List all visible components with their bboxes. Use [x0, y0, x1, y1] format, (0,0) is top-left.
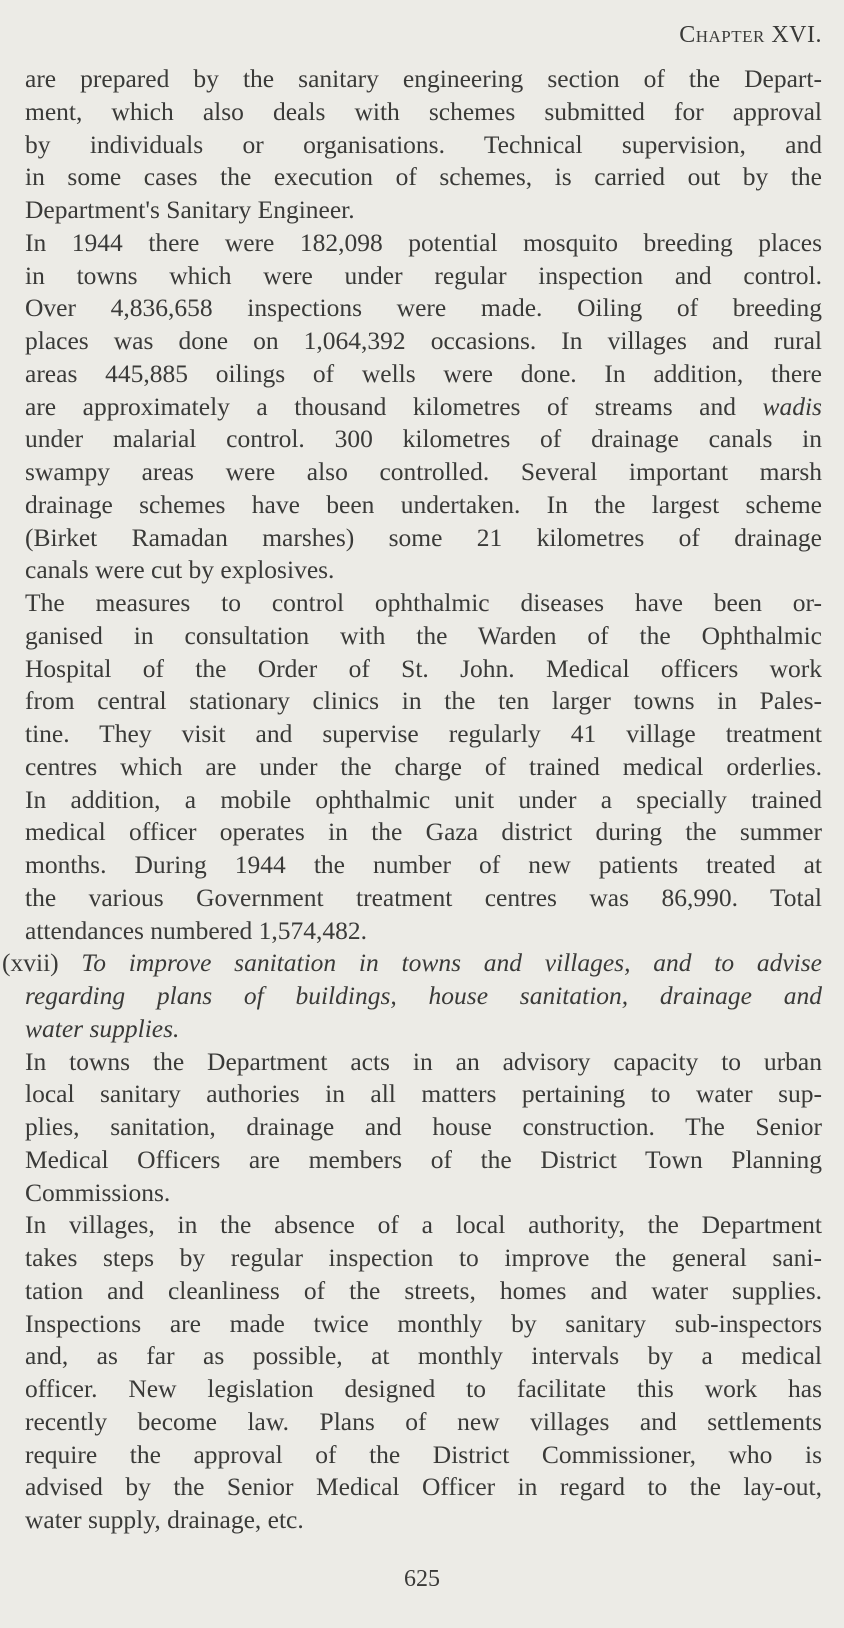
text-line: require the approval of the District Commissioner, who is: [25, 1439, 822, 1469]
text-line: regarding plans of buildings, house sanitation, drainage and: [25, 981, 822, 1010]
running-head: Chapter XVI.: [679, 22, 822, 48]
text-line: recently become law. Plans of new villages and settlements: [25, 1406, 822, 1436]
text-line: drainage schemes have been undertaken. In the largest scheme: [25, 489, 822, 519]
text-line: Commissions.: [25, 1177, 171, 1207]
text-line: water supplies.: [25, 1013, 180, 1043]
text-line: plies, sanitation, drainage and house construction. The Senior: [25, 1112, 822, 1141]
text-line: under malarial control. 300 kilometres of drainage canals in: [25, 424, 822, 454]
text-line: The measures to control ophthalmic diseases have been or-: [25, 588, 822, 617]
text-line: and, as far as possible, at monthly intervals by a medical: [25, 1341, 822, 1371]
italic-text: To improve sanitation in towns and villages, and to advise: [81, 948, 822, 978]
text-line: canals were cut by explosives.: [25, 555, 335, 585]
text-line: Department's Sanitary Engineer.: [25, 195, 355, 224]
text-line: Hospital of the Order of St. John. Medical officers work: [25, 653, 822, 683]
text-line: officer. New legislation designed to facilitate this work has: [25, 1374, 822, 1403]
text-line: [25, 391, 822, 424]
text-line: In towns the Department acts in an advisory capacity to urban: [25, 1046, 822, 1076]
text-segment: (xvii): [2, 948, 82, 978]
text-line: ganised in consultation with the Warden of the Ophthalmic: [25, 620, 822, 650]
text-line: areas 445,885 oilings of wells were done. In addition, there: [25, 358, 822, 388]
text-line: the various Government treatment centres was 86,990. Total: [25, 882, 822, 912]
text-line: by individuals or organisations. Technical supervision, and: [25, 129, 822, 159]
text-line: In addition, a mobile ophthalmic unit under a specially trained: [25, 784, 822, 814]
text-line: tine. They visit and supervise regularly 41 village treatment: [25, 719, 822, 748]
text-line: advised by the Senior Medical Officer in regard to the lay-out,: [25, 1472, 822, 1502]
text-line: In villages, in the absence of a local authority, the Department: [25, 1210, 822, 1240]
text-line: are prepared by the sanitary engineering section of the Depart-: [25, 64, 822, 93]
italic-text: wadis: [762, 391, 822, 421]
text-line: tation and cleanliness of the streets, homes and water supplies.: [25, 1275, 822, 1305]
text-line: in some cases the execution of schemes, is carried out by the: [25, 162, 822, 192]
text-line: Over 4,836,658 inspections were made. Oiling of breeding: [25, 293, 822, 323]
text-line: Medical Officers are members of the District Town Planning: [25, 1144, 822, 1174]
text-line: ment, which also deals with schemes submitted for approval: [25, 96, 822, 126]
text-line: attendances numbered 1,574,482.: [25, 915, 368, 945]
text-line: water supply, drainage, etc.: [25, 1505, 304, 1534]
text-line: swampy areas were also controlled. Several important marsh: [25, 457, 822, 486]
text-line: In 1944 there were 182,098 potential mosquito breeding places: [25, 227, 822, 257]
text-line: in towns which were under regular inspection and control.: [25, 260, 822, 290]
text-line: Inspections are made twice monthly by sanitary sub-inspectors: [25, 1308, 822, 1338]
page-body-text: [2, 63, 822, 1537]
text-line: local sanitary authories in all matters pertaining to water sup-: [25, 1079, 822, 1109]
text-line: [2, 947, 822, 980]
text-line: places was done on 1,064,392 occasions. In villages and rural: [25, 326, 822, 355]
text-line: from central stationary clinics in the ten larger towns in Pales-: [25, 686, 822, 716]
text-line: centres which are under the charge of trained medical orderlies.: [25, 751, 822, 781]
text-line: months. During 1944 the number of new patients treated at: [25, 850, 822, 879]
text-line: medical officer operates in the Gaza district during the summer: [25, 817, 822, 847]
text-segment: are approximately a thousand kilometres of streams and: [25, 391, 763, 421]
page-number: 625: [404, 1566, 440, 1592]
text-line: (Birket Ramadan marshes) some 21 kilometres of drainage: [25, 522, 822, 552]
text-line: takes steps by regular inspection to improve the general sani-: [25, 1243, 822, 1272]
